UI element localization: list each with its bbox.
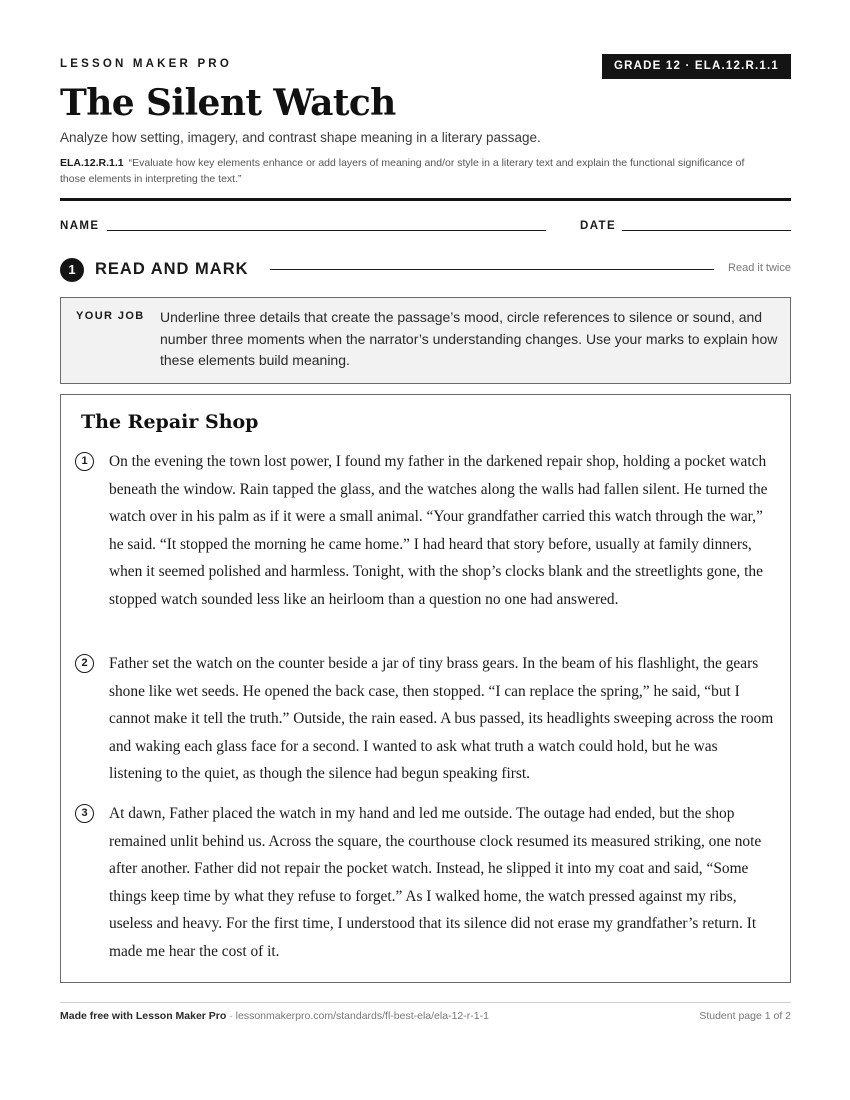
standard-code: ELA.12.R.1.1 — [60, 157, 124, 169]
paragraph-number-3: 3 — [75, 804, 94, 823]
standard-text: “Evaluate how key elements enhance or add layers of meaning and/or style in a literary text and explain the functional significance of those elements in interpreting the text.” — [60, 157, 745, 185]
name-label: NAME — [60, 220, 100, 232]
name-field[interactable] — [107, 230, 546, 231]
footer-page-number: Student page 1 of 2 — [699, 1010, 791, 1022]
section-note: Read it twice — [728, 262, 791, 274]
paragraph-2: Father set the watch on the counter beside a jar of tiny brass gears. In the beam of his flashlight, the gears shone like wet seeds. He opened the back case, then stopped. “I can replace the spring,” he said, “but I cannot make it tell the truth.” Outside, the rain eased. A bus passed, its headlights sweeping across the room and waking each glass face for a second. I wanted to ask what truth a watch could hold, but he was listening to the quiet, as though the silence had begun speaking first. — [109, 655, 774, 783]
date-label: DATE — [580, 220, 617, 232]
passage-box — [60, 394, 791, 983]
your-job-box — [60, 297, 791, 384]
paragraph-number-1: 1 — [75, 452, 94, 471]
grade-standard-badge: GRADE 12 · ELA.12.R.1.1 — [602, 54, 791, 79]
your-job-label: YOUR JOB — [76, 310, 145, 322]
worksheet-title: The Silent Watch — [60, 82, 396, 124]
brand-name: LESSON MAKER PRO — [60, 58, 232, 70]
paragraph-number-2: 2 — [75, 654, 94, 673]
paragraph-3: At dawn, Father placed the watch in my hand and led me outside. The outage had ended, but the shop remained unlit behind us. Across the square, the courthouse clock resumed its measured striking, one note after another. Father did not repair the pocket watch. Instead, he slipped it into my coat and said, “Some things keep time by what they refuse to forget.” As I walked home, the watch pressed against my ribs, useless and heavy. For the first time, I understood that its silence did not erase my grandfather’s return. It made me hear the cost of it. — [109, 805, 762, 960]
standard-description — [60, 155, 760, 187]
section-number-badge: 1 — [60, 258, 84, 282]
section-divider — [270, 269, 714, 270]
worksheet-subtitle: Analyze how setting, imagery, and contrast shape meaning in a literary passage. — [60, 130, 541, 145]
worksheet-page — [60, 0, 791, 1100]
date-field[interactable] — [622, 230, 791, 231]
passage-title: The Repair Shop — [81, 411, 259, 433]
paragraph-1: On the evening the town lost power, I found my father in the darkened repair shop, holding a pocket watch beneath the window. Rain tapped the glass, and the watches along the walls had fallen silent. He turned the watch over in his palm as if it were a small animal. “Your grandfather carried this watch through the war,” he said. “It stopped the morning he came home.” I had heard that story before, usually at family dinners, when it seemed polished and harmless. Tonight, with the shop’s clocks blank and the streetlights gone, the stopped watch sounded less like an heirloom than a question no one had answered. — [109, 453, 768, 608]
footer-credit — [60, 1010, 489, 1022]
footer-made-with: Made free with Lesson Maker Pro — [60, 1010, 227, 1022]
section-title: READ AND MARK — [95, 260, 249, 278]
footer-divider — [60, 1002, 791, 1003]
your-job-instructions: Underline three details that create the passage’s mood, circle references to silence or sound, and number three moments when the narrator’s understanding changes. Use your marks to explain how these elements build meaning. — [160, 309, 778, 368]
footer-url[interactable]: · lessonmakerpro.com/standards/fl-best-ela/ela-12-r-1-1 — [226, 1010, 489, 1022]
header-divider — [60, 198, 791, 201]
